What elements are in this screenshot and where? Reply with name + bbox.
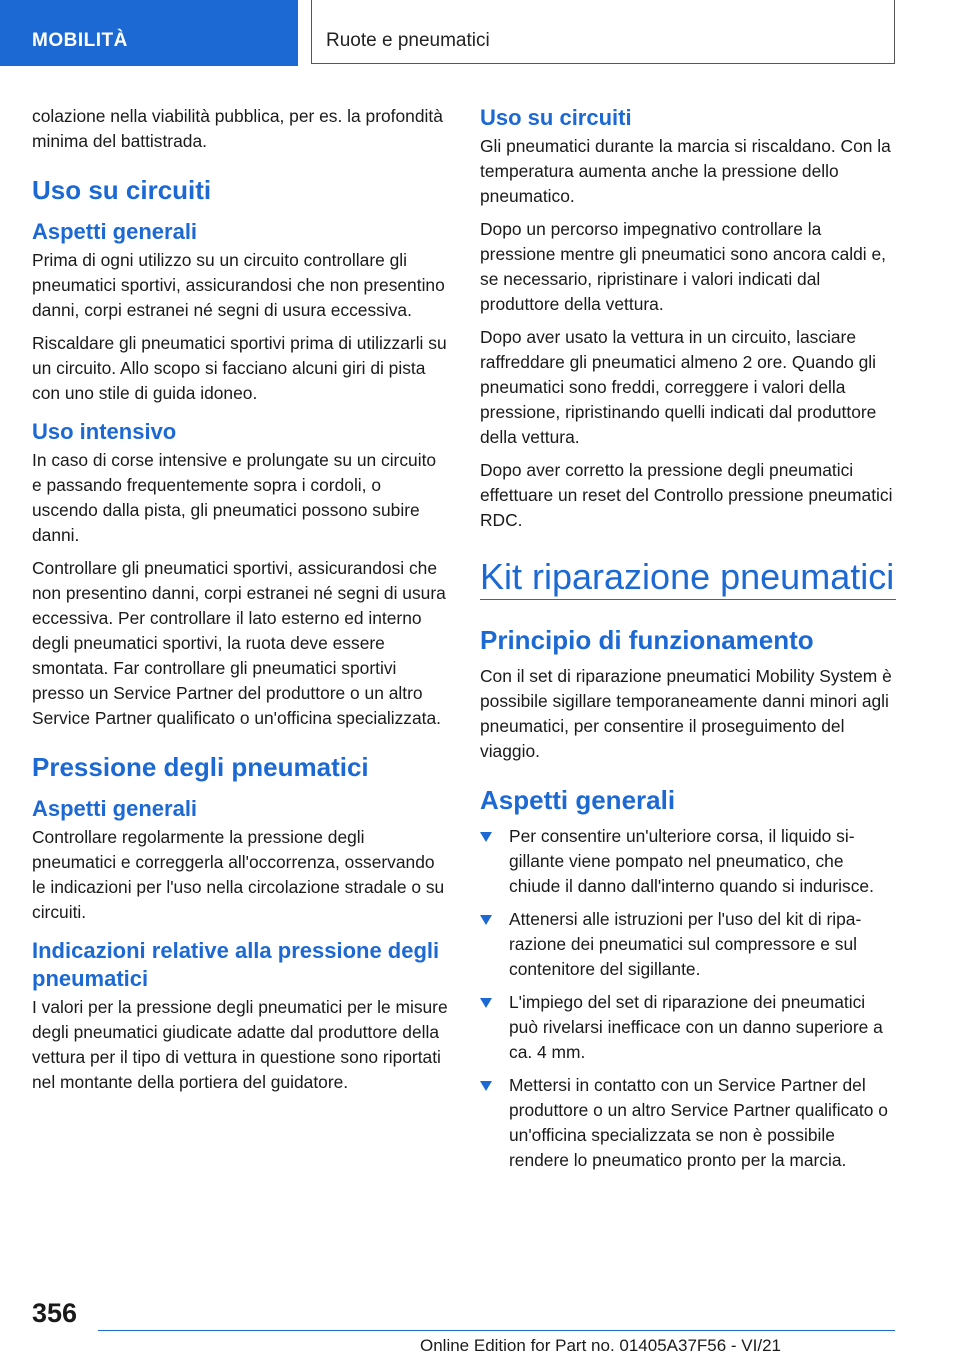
list-item <box>480 1073 896 1173</box>
paragraph: Prima di ogni utilizzo su un circuito controllare gli pneumatici sportivi, assicurandosi che non presentino danni, corpi estranei né segni di usura eccessiva. <box>32 250 445 320</box>
footer-edition: Online Edition for Part no. 01405A37F56 - VI/21 <box>420 1336 782 1355</box>
list-item-text: Mettersi in contatto con un Service Partner del produttore o un altro Service Partner qualificato o un'officina specializzata se non è possibile rendere lo pneumatico pronto per la marcia. <box>509 1075 888 1170</box>
paragraph: In caso di corse intensive e prolungate su un circuito e passando frequentemente sopra i cordoli, o uscendo dalla pista, gli pneumatici possono subire danni. <box>32 450 437 545</box>
chapter-title: Ruote e pneumatici <box>311 0 895 64</box>
heading-aspetti-generali: Aspetti generali <box>32 219 198 244</box>
page-header <box>0 0 960 66</box>
section-tab: MOBILITÀ <box>0 0 298 66</box>
heading-uso-su-circuiti-pressione: Uso su circuiti <box>480 105 632 130</box>
paragraph: Controllare gli pneumatici sportivi, assicurandosi che non presentino danni, corpi estranei né segni di usura eccessiva. Per controllare il lato esterno ed interno degli pneumatici sportivi, la ruota deve essere smontata. Far controllare gli pneumatici sportivi presso un Service Partner del produttore o un altro Service Partner qualificato o un'officina specializzata. <box>32 558 446 728</box>
heading-indicazioni-pressione: Indicazioni relative alla pressione degli pneumatici <box>32 938 440 991</box>
list-item <box>480 907 896 982</box>
list-item <box>480 990 896 1065</box>
paragraph: Dopo aver corretto la pressione degli pneumatici effettuare un reset del Controllo pressione pneumatici RDC. <box>480 460 893 530</box>
paragraph: Con il set di riparazione pneumatici Mobility System è possibile sigillare temporaneamente danni minori agli pneumatici, per consentire il proseguimento del viaggio. <box>480 666 892 761</box>
triangle-bullet-icon <box>480 1081 492 1091</box>
bullet-list <box>480 824 896 1173</box>
heading-uso-su-circuiti: Uso su circuiti <box>32 175 212 205</box>
list-item-text: L'impiego del set di riparazione dei pneumatici può rivelarsi inefficace con un danno superiore a ca. 4 mm. <box>509 992 883 1062</box>
paragraph: I valori per la pressione degli pneumatici per le misure degli pneumatici giudicate adatte dal produttore della vettura per il tipo di vettura in questione sono riportati nel montante della portiera del guidatore. <box>32 997 448 1092</box>
paragraph: Controllare regolarmente la pressione degli pneumatici e correggerla all'occorrenza, osservando le indicazioni per l'uso nella circolazione stradale o su circuiti. <box>32 827 445 922</box>
heading-uso-intensivo: Uso intensivo <box>32 419 177 444</box>
paragraph: Dopo un percorso impegnativo controllare la pressione mentre gli pneumatici sono ancora caldi e, se necessario, ripristinare i valori indicati dal produttore della vettura. <box>480 219 887 314</box>
list-item <box>480 824 896 899</box>
list-item-text: Per consentire un'ulteriore corsa, il liquido sigillante viene pompato nel pneumatico, che chiude il danno dall'interno quando si indurisce. <box>509 826 874 896</box>
left-column <box>32 104 448 1103</box>
right-column <box>480 104 896 1181</box>
paragraph: colazione nella viabilità pubblica, per es. la profondità minima del battistrada. <box>32 106 443 151</box>
heading-aspetti-generali-kit: Aspetti generali <box>480 785 676 815</box>
triangle-bullet-icon <box>480 915 492 925</box>
heading-pressione-pneumatici: Pressione degli pneumatici <box>32 752 369 782</box>
footer-divider <box>98 1330 895 1331</box>
paragraph: Dopo aver usato la vettura in un circuito, lasciare raffreddare gli pneumatici almeno 2 ore. Quando gli pneumatici sono freddi, correggere i valori della pressione, ripristinando quelli indicati dal produttore della vettura. <box>480 327 877 447</box>
heading-pressione-aspetti-generali: Aspetti generali <box>32 796 198 821</box>
heading-principio-funzionamento: Principio di funzionamento <box>480 625 814 655</box>
page-number: 356 <box>32 1298 78 1328</box>
paragraph: Riscaldare gli pneumatici sportivi prima di utilizzarli su un circuito. Allo scopo si facciano alcuni giri di pista con uno stile di guida idoneo. <box>32 333 447 403</box>
paragraph: Gli pneumatici durante la marcia si riscaldano. Con la temperatura aumenta anche la pressione dello pneumatico. <box>480 136 891 206</box>
heading-kit-riparazione: Kit riparazione pneumatici <box>480 555 896 600</box>
triangle-bullet-icon <box>480 832 492 842</box>
list-item-text: Attenersi alle istruzioni per l'uso del kit di riparazione dei pneumatici sul compressore e sul contenitore del sigillante. <box>509 909 862 979</box>
triangle-bullet-icon <box>480 998 492 1008</box>
